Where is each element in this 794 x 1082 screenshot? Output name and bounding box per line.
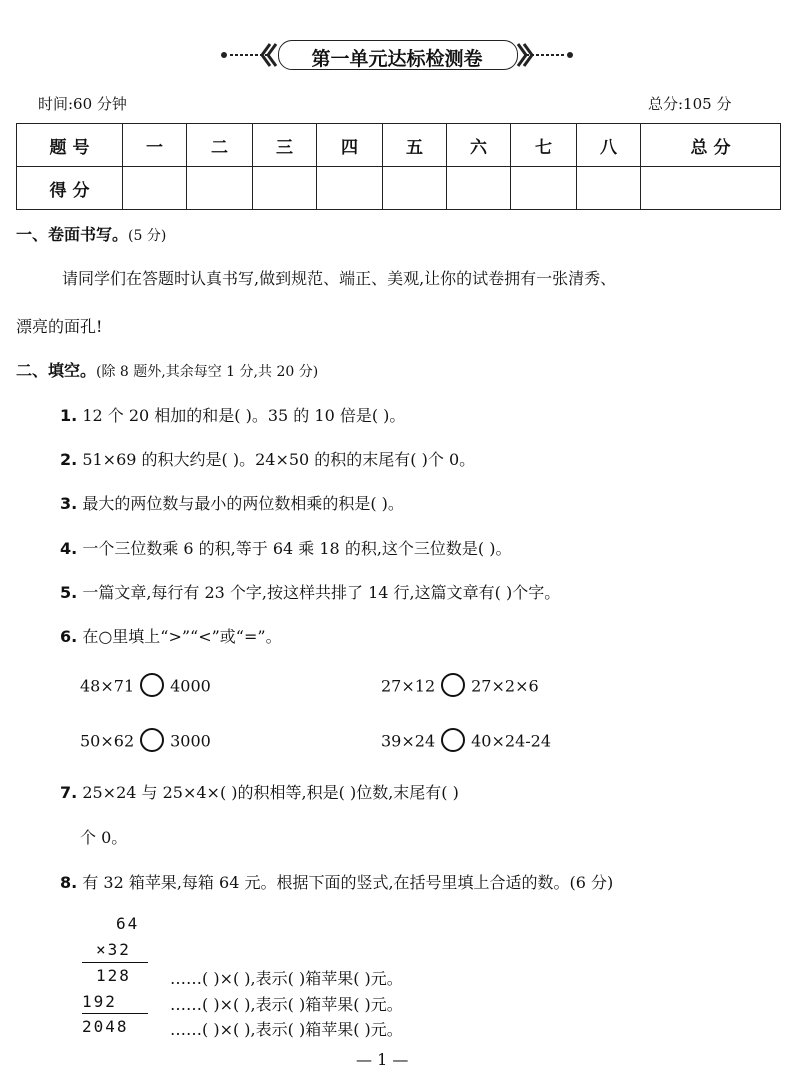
calc-rule	[82, 1013, 148, 1014]
section1-text-line2: 漂亮的面孔!	[16, 317, 103, 336]
section2-heading	[16, 358, 318, 381]
question-text: 在○里填上“>”“<”或“=”。	[82, 627, 282, 646]
section1-points: (5 分)	[128, 228, 167, 244]
table-row	[17, 124, 781, 167]
time-limit: 时间:60 分钟	[38, 95, 127, 113]
question-number: 1.	[60, 406, 78, 425]
question-number: 6.	[60, 627, 78, 646]
question-text: 有 32 箱苹果,每箱 64 元。根据下面的竖式,在括号里填上合适的数。(6 分)	[82, 873, 614, 892]
calc-fill-line-1: ……( )×( ),表示( )箱苹果( )元。	[170, 969, 403, 988]
question-7-continued: 个 0。	[80, 828, 128, 847]
question-8	[60, 870, 613, 893]
calc-product: 2048	[82, 1017, 129, 1036]
compare-right: 3000	[170, 731, 211, 751]
section2-points: (除 8 题外,其余每空 1 分,共 20 分)	[96, 364, 319, 380]
title-banner	[0, 36, 794, 74]
score-cell[interactable]	[511, 167, 577, 210]
header-cell: 三	[253, 124, 317, 167]
page-number: — 1 —	[356, 1050, 409, 1069]
question-2	[60, 447, 475, 470]
question-4	[60, 536, 511, 559]
header-cell: 二	[187, 124, 253, 167]
header-cell: 四	[317, 124, 383, 167]
header-cell: 一	[123, 124, 187, 167]
question-6	[60, 624, 282, 647]
header-cell: 七	[511, 124, 577, 167]
compare-item-a	[80, 675, 211, 699]
header-cell: 题 号	[17, 124, 123, 167]
calc-fill-line-3: ……( )×( ),表示( )箱苹果( )元。	[170, 1020, 403, 1039]
question-5	[60, 580, 560, 603]
compare-item-d	[381, 730, 551, 754]
question-number: 7.	[60, 783, 78, 802]
calc-fill-line-2: ……( )×( ),表示( )箱苹果( )元。	[170, 995, 403, 1014]
calc-partial-1: 128	[96, 966, 131, 985]
left-ornament-icon	[218, 42, 278, 68]
compare-left: 39×24	[381, 731, 436, 751]
question-text: 一篇文章,每行有 23 个字,按这样共排了 14 行,这篇文章有( )个字。	[82, 583, 561, 602]
compare-left: 50×62	[80, 731, 135, 751]
header-cell: 总 分	[641, 124, 781, 167]
compare-circle-icon[interactable]	[140, 673, 164, 697]
question-text: 一个三位数乘 6 的积,等于 64 乘 18 的积,这个三位数是( )。	[82, 539, 512, 558]
score-cell[interactable]	[123, 167, 187, 210]
score-cell[interactable]	[187, 167, 253, 210]
compare-right: 40×24-24	[471, 731, 552, 751]
question-number: 8.	[60, 873, 78, 892]
page-title: 第一单元达标检测卷	[311, 48, 483, 70]
question-text: 51×69 的积大约是( )。24×50 的积的末尾有( )个 0。	[82, 450, 476, 469]
question-number: 5.	[60, 583, 78, 602]
score-cell[interactable]	[317, 167, 383, 210]
section1-text-line1: 请同学们在答题时认真书写,做到规范、端正、美观,让你的试卷拥有一张清秀、	[62, 269, 617, 288]
question-7	[60, 780, 459, 803]
question-text: 最大的两位数与最小的两位数相乘的积是( )。	[82, 494, 404, 513]
calc-partial-2: 192	[82, 992, 117, 1011]
question-number: 3.	[60, 494, 78, 513]
calc-rule	[82, 962, 148, 963]
compare-circle-icon[interactable]	[441, 673, 465, 697]
question-number: 2.	[60, 450, 78, 469]
section2-title: 二、填空。	[16, 361, 97, 380]
right-ornament-icon	[516, 42, 576, 68]
score-table	[16, 123, 781, 210]
score-cell[interactable]	[253, 167, 317, 210]
section1-title: 一、卷面书写。	[16, 225, 129, 244]
question-number: 4.	[60, 539, 78, 558]
question-3	[60, 491, 404, 514]
header-cell: 五	[383, 124, 447, 167]
score-cell[interactable]	[447, 167, 511, 210]
score-label-cell: 得 分	[17, 167, 123, 210]
total-score: 总分:105 分	[648, 95, 732, 113]
compare-right: 27×2×6	[471, 676, 539, 696]
compare-item-b	[381, 675, 539, 699]
question-text: 25×24 与 25×4×( )的积相等,积是( )位数,末尾有( )	[82, 783, 459, 802]
score-cell[interactable]	[577, 167, 641, 210]
compare-left: 48×71	[80, 676, 135, 696]
table-row	[17, 167, 781, 210]
compare-item-c	[80, 730, 211, 754]
compare-circle-icon[interactable]	[441, 728, 465, 752]
compare-right: 4000	[170, 676, 211, 696]
compare-circle-icon[interactable]	[140, 728, 164, 752]
compare-left: 27×12	[381, 676, 436, 696]
header-cell: 八	[577, 124, 641, 167]
question-text: 12 个 20 相加的和是( )。35 的 10 倍是( )。	[82, 406, 406, 425]
calc-multiplicand: 64	[116, 914, 140, 933]
header-cell: 六	[447, 124, 511, 167]
section1-heading	[16, 222, 166, 245]
score-cell[interactable]	[641, 167, 781, 210]
calc-multiplier: ×32	[96, 940, 131, 959]
question-1	[60, 403, 405, 426]
score-cell[interactable]	[383, 167, 447, 210]
